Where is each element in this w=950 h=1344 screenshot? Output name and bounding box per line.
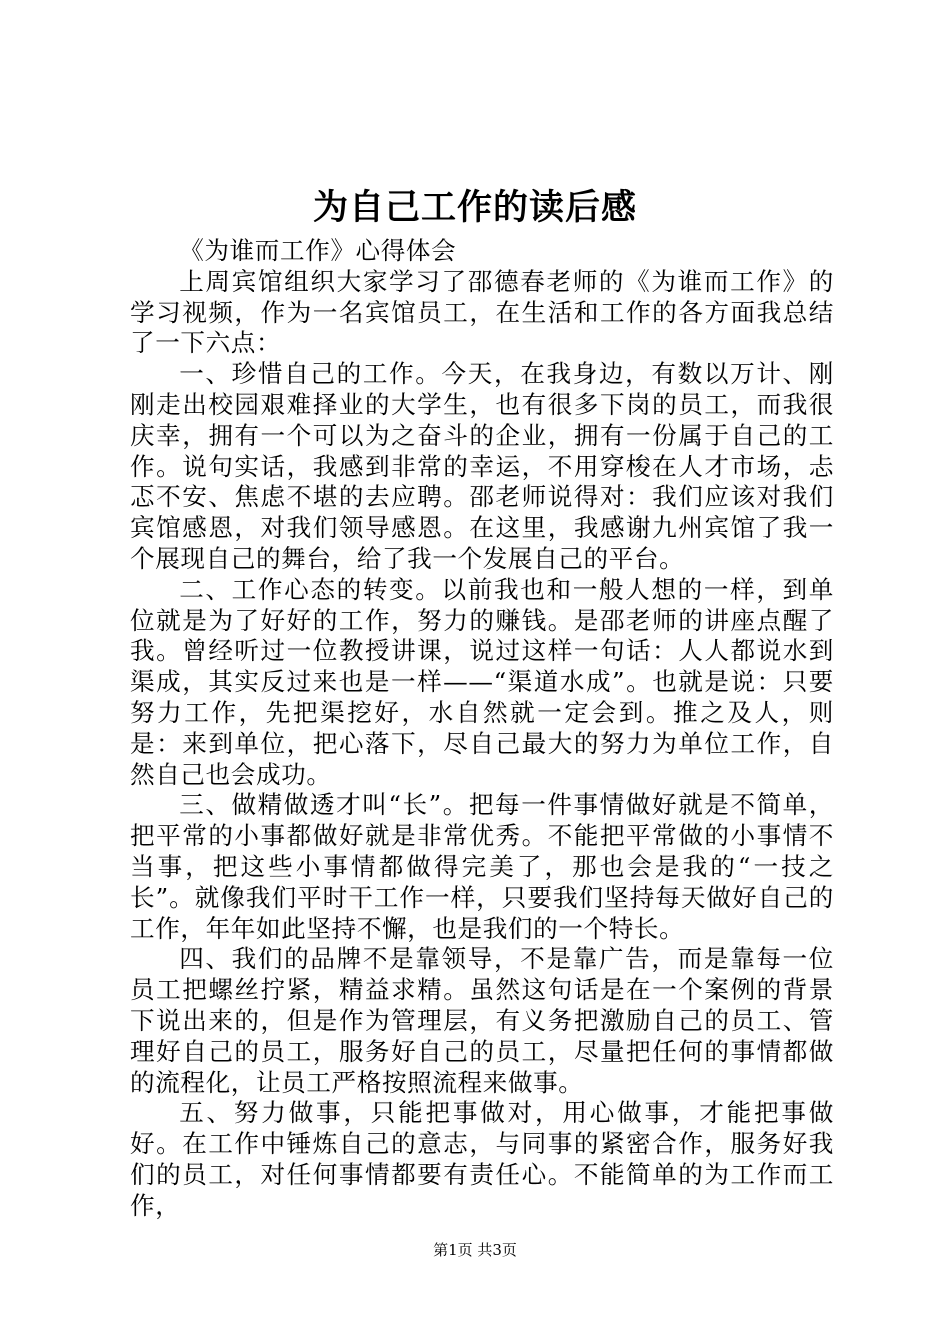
paragraph-subtitle: 《为谁而工作》心得体会 (179, 236, 457, 265)
document-body (130, 236, 834, 1222)
paragraph-point-3: 三、做精做透才叫“长”。把每一件事情做好就是不简单，把平常的小事都做好就是非常优秀。不能把平常做的小事情不当事，把这些小事情都做得完美了，那也会是我的“一技之长”。就像我们平时干工作一样，只要我们坚持每天做好自己的工作，年年如此坚持不懈，也是我们的一个特长。 (130, 790, 834, 943)
paragraph-point-1: 一、珍惜自己的工作。今天，在我身边，有数以万计、刚刚走出校园艰难择业的大学生，也有很多下岗的员工，而我很庆幸，拥有一个可以为之奋斗的企业，拥有一份属于自己的工作。说句实话，我感到非常的幸运，不用穿梭在人才市场，忐忑不安、焦虑不堪的去应聘。邵老师说得对：我们应该对我们宾馆感恩，对我们领导感恩。在这里，我感谢九州宾馆了我一个展现自己的舞台，给了我一个发展自己的平台。 (130, 359, 834, 573)
document-title: 为自己工作的读后感 (312, 187, 637, 228)
paragraph-intro: 上周宾馆组织大家学习了邵德春老师的《为谁而工作》的学习视频，作为一名宾馆员工，在生活和工作的各方面我总结了一下六点： (130, 266, 834, 358)
paragraph-point-4: 四、我们的品牌不是靠领导，不是靠广告，而是靠每一位员工把螺丝拧紧，精益求精。虽然这句话是在一个案例的背景下说出来的，但是作为管理层，有义务把激励自己的员工、管理好自己的员工，服务好自己的员工，尽量把任何的事情都做的流程化，让员工严格按照流程来做事。 (130, 944, 834, 1097)
page-number-footer: 第1页 共3页 (433, 1241, 517, 1259)
paragraph-point-5: 五、努力做事，只能把事做对，用心做事，才能把事做好。在工作中锤炼自己的意志，与同事的紧密合作，服务好我们的员工，对任何事情都要有责任心。不能简单的为工作而工作， (130, 1098, 834, 1220)
paragraph-point-2: 二、工作心态的转变。以前我也和一般人想的一样，到单位就是为了好好的工作，努力的赚钱。是邵老师的讲座点醒了我。曾经听过一位教授讲课，说过这样一句话：人人都说水到渠成，其实反过来也是一样——“渠道水成”。也就是说：只要努力工作，先把渠挖好，水自然就一定会到。推之及人，则是：来到单位，把心落下，尽自己最大的努力为单位工作，自然自己也会成功。 (130, 574, 834, 789)
